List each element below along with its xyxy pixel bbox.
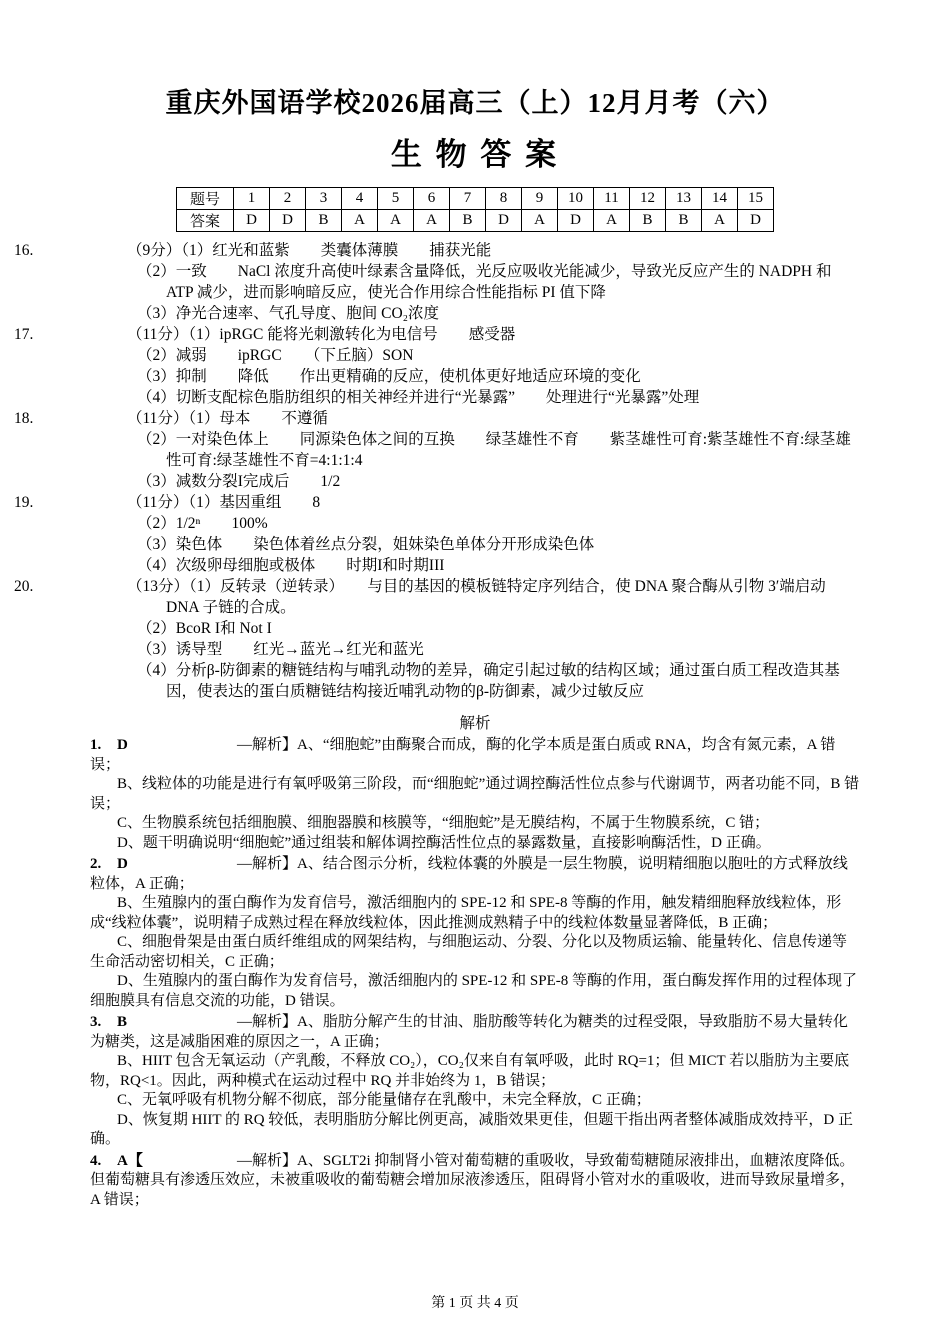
answer-letter-cell: D bbox=[486, 210, 522, 232]
answer-line: （4）分析β-防御素的糖链结构与哺乳动物的差异，确定引起过敏的结构区域；通过蛋白质工程改造其基因，使表达的蛋白质糖链结构接近哺乳动物的β-防御素，减少过敏反应 bbox=[137, 662, 840, 701]
page-number: 第 1 页 共 4 页 bbox=[431, 1296, 519, 1311]
answer-line bbox=[14, 492, 860, 513]
question-number-cell: 5 bbox=[378, 188, 414, 210]
answer-line: （2）1/2ⁿ 100% bbox=[137, 515, 268, 533]
analysis-item-number: 2. bbox=[90, 856, 102, 873]
answer-line: （3）染色体 染色体着丝点分裂，姐妹染色单体分开形成染色体 bbox=[137, 536, 595, 554]
answer-letter-cell: B bbox=[306, 210, 342, 232]
question-number-cell: 2 bbox=[270, 188, 306, 210]
question-number-cell: 14 bbox=[702, 188, 738, 210]
answer-letter-cell: B bbox=[666, 210, 702, 232]
analysis-answer-letter: A【 bbox=[117, 1152, 143, 1169]
page-content bbox=[0, 238, 950, 1210]
answer-line bbox=[14, 576, 860, 618]
analysis-paragraph: B、线粒体的功能是进行有氧呼吸第三阶段，而“细胞蛇”通过调控酶活性位点参与代谢调节，两者功能不同，B 错误； bbox=[90, 776, 860, 812]
answer-key-table bbox=[176, 187, 774, 232]
analysis-item-number: 1. bbox=[90, 737, 102, 754]
question-number-cell: 9 bbox=[522, 188, 558, 210]
analysis-text: A、SGLT2i 抑制肾小管对葡萄糖的重吸收，导致葡萄糖随尿液排出，血糖浓度降低。但葡萄糖具有渗透压效应，未被重吸收的葡萄糖会增加尿液渗透压，阻碍肾小管对水的重吸收，进而导致尿量增多，A 错误； bbox=[90, 1152, 856, 1208]
answer-line: （2）一对染色体上 同源染色体之间的互换 绿茎雄性不育 紫茎雄性可育:紫茎雄性不育:绿茎雄性可育:绿茎雄性不育=4:1:1:4 bbox=[137, 431, 851, 470]
question-number-cell: 12 bbox=[630, 188, 666, 210]
question-number-cell: 4 bbox=[342, 188, 378, 210]
answer-letter-cell: A bbox=[522, 210, 558, 232]
answer-letter-cell: D bbox=[234, 210, 270, 232]
analysis-answer-letter: D bbox=[117, 737, 128, 754]
answer-line: （3）抑制 降低 作出更精确的反应，使机体更好地适应环境的变化 bbox=[137, 368, 641, 386]
analysis-first-line bbox=[90, 855, 860, 894]
answer-text: （9分）（1）红光和蓝紫 类囊体薄膜 捕获光能 bbox=[127, 242, 492, 260]
answer-line: （3）减数分裂I完成后 1/2 bbox=[137, 473, 341, 491]
question-number-cell: 3 bbox=[306, 188, 342, 210]
analysis-tag: —解析】 bbox=[237, 1014, 298, 1031]
analysis-first-line bbox=[90, 736, 860, 775]
analysis-item bbox=[90, 1013, 860, 1150]
answer-table-number-row bbox=[177, 188, 774, 210]
answer-letter-cell: D bbox=[738, 210, 774, 232]
analysis-section-header: 解析 bbox=[459, 715, 491, 733]
answer-line: （4）切断支配棕色脂肪组织的相关神经并进行“光暴露” 处理进行“光暴露”处理 bbox=[137, 389, 700, 407]
exam-title: 重庆外国语学校2026届高三（上）12月月考（六） bbox=[165, 88, 785, 118]
analysis-first-line bbox=[90, 1013, 860, 1052]
question-number-cell: 7 bbox=[450, 188, 486, 210]
analysis-paragraph: B、HIIT 包含无氧运动（产乳酸，不释放 CO₂），CO₂仅来自有氧呼吸，此时 RQ=1；但 MICT 若以脂肪为主要底物，RQ<1。因此，两种模式在运动过程中 RQ 并非始终为 1，B 错误； bbox=[90, 1053, 850, 1089]
answer-line: （2）BcoR I和 Not I bbox=[137, 620, 272, 638]
question-number: 16. bbox=[14, 242, 34, 260]
analysis-paragraph: C、细胞骨架是由蛋白质纤维组成的网架结构，与细胞运动、分裂、分化以及物质运输、能量转化、信息传递等生命活动密切相关，C 正确； bbox=[90, 934, 848, 970]
analysis-first-line bbox=[90, 1152, 860, 1211]
question-number: 17. bbox=[14, 326, 34, 344]
analysis-text: A、“细胞蛇”由酶聚合而成，酶的化学本质是蛋白质或 RNA，均含有氮元素，A 错误； bbox=[90, 737, 836, 773]
question-number-cell: 1 bbox=[234, 188, 270, 210]
analysis-text: A、脂肪分解产生的甘油、脂肪酸等转化为糖类的过程受限，导致脂肪不易大量转化为糖类，这是减脂困难的原因之一，A 正确； bbox=[90, 1014, 848, 1050]
answer-line: （3）净光合速率、气孔导度、胞间 CO₂浓度 bbox=[137, 305, 440, 323]
answer-letter-cell: B bbox=[630, 210, 666, 232]
analysis-item-number: 3. bbox=[90, 1014, 102, 1031]
analysis-paragraph: D、生殖腺内的蛋白酶作为发育信号，激活细胞内的 SPE-12 和 SPE-8 等酶的作用，蛋白酶发挥作用的过程体现了细胞膜具有信息交流的功能，D 错误。 bbox=[90, 973, 858, 1009]
answer-line bbox=[14, 324, 860, 345]
question-block bbox=[14, 492, 860, 576]
answer-letter-cell: D bbox=[558, 210, 594, 232]
answer-line: （4）次级卵母细胞或极体 时期I和时期III bbox=[137, 557, 445, 575]
analysis-item-number: 4. bbox=[90, 1152, 102, 1169]
answer-text: （11分）（1）基因重组 8 bbox=[127, 494, 321, 512]
answer-line: （3）诱导型 红光→蓝光→红光和蓝光 bbox=[137, 641, 424, 659]
analysis-tag: —解析】 bbox=[237, 1152, 298, 1169]
analysis-section-items bbox=[90, 736, 860, 1210]
question-number-cell: 6 bbox=[414, 188, 450, 210]
analysis-answer-letter: B bbox=[117, 1014, 128, 1031]
question-number-cell: 8 bbox=[486, 188, 522, 210]
question-number: 20. bbox=[14, 578, 34, 596]
question-block bbox=[14, 324, 860, 408]
analysis-paragraph: D、题干明确说明“细胞蛇”通过组装和解体调控酶活性位点的暴露数量，直接影响酶活性，D 正确。 bbox=[117, 834, 771, 851]
question-block bbox=[14, 408, 860, 492]
analysis-paragraph: C、生物膜系统包括细胞膜、细胞器膜和核膜等，“细胞蛇”是无膜结构，不属于生物膜系统，C 错； bbox=[117, 815, 770, 832]
paper-subtitle: 生 物 答 案 bbox=[390, 137, 560, 173]
answer-letter-cell: B bbox=[450, 210, 486, 232]
analysis-answer-letter: D bbox=[117, 856, 128, 873]
question-number-cell: 15 bbox=[738, 188, 774, 210]
answer-table-answer-row bbox=[177, 210, 774, 232]
answer-letter-cell: A bbox=[702, 210, 738, 232]
answer-line: （2）减弱 ipRGC （下丘脑）SON bbox=[137, 347, 414, 365]
answer-letter-cell: A bbox=[414, 210, 450, 232]
answer-text: （11分）（1）ipRGC 能将光刺激转化为电信号 感受器 bbox=[127, 326, 516, 344]
analysis-tag: —解析】 bbox=[237, 737, 298, 754]
question-number: 18. bbox=[14, 410, 34, 428]
question-block bbox=[14, 240, 860, 324]
answer-line: （2）一致 NaCl 浓度升高使叶绿素含量降低，光反应吸收光能减少，导致光反应产生的 NADPH 和 ATP 减少，进而影响暗反应，使光合作用综合性能指标 PI 值下降 bbox=[137, 263, 832, 302]
analysis-item bbox=[90, 1152, 860, 1211]
question-number-cell: 11 bbox=[594, 188, 630, 210]
analysis-paragraph: C、无氧呼吸有机物分解不彻底，部分能量储存在乳酸中，未完全释放，C 正确； bbox=[117, 1092, 651, 1109]
question-number: 19. bbox=[14, 494, 34, 512]
answers-section bbox=[14, 240, 860, 702]
question-number-cell: 10 bbox=[558, 188, 594, 210]
answer-line bbox=[14, 408, 860, 429]
answer-letter-cell: A bbox=[342, 210, 378, 232]
answer-text: （13分）（1）反转录（逆转录） 与目的基因的模板链特定序列结合，使 DNA 聚合酶从引物 3′端启动 DNA 子链的合成。 bbox=[127, 578, 826, 617]
answer-row-label: 答案 bbox=[177, 210, 234, 232]
analysis-tag: —解析】 bbox=[237, 856, 298, 873]
answer-line bbox=[14, 240, 860, 261]
question-number-cell: 13 bbox=[666, 188, 702, 210]
analysis-text: A、结合图示分析，线粒体囊的外膜是一层生物膜，说明精细胞以胞吐的方式释放线粒体，A 正确； bbox=[90, 856, 848, 892]
analysis-paragraph: B、生殖腺内的蛋白酶作为发育信号，激活细胞内的 SPE-12 和 SPE-8 等酶的作用，触发精细胞释放线粒体，形成“线粒体囊”，说明精子成熟过程在释放线粒体，因此推测成熟精子中的线粒体数量显著降低，B 正确； bbox=[90, 895, 842, 931]
analysis-paragraph: D、恢复期 HIIT 的 RQ 较低，表明脂肪分解比例更高，减脂效果更佳，但题干指出两者整体减脂成效持平，D 正确。 bbox=[90, 1111, 853, 1148]
answer-letter-cell: A bbox=[378, 210, 414, 232]
analysis-item bbox=[90, 736, 860, 853]
answer-letter-cell: D bbox=[270, 210, 306, 232]
analysis-item bbox=[90, 855, 860, 1011]
number-row-label: 题号 bbox=[177, 188, 234, 210]
question-block bbox=[14, 576, 860, 702]
answer-text: （11分）（1）母本 不遵循 bbox=[127, 410, 328, 428]
answer-letter-cell: A bbox=[594, 210, 630, 232]
